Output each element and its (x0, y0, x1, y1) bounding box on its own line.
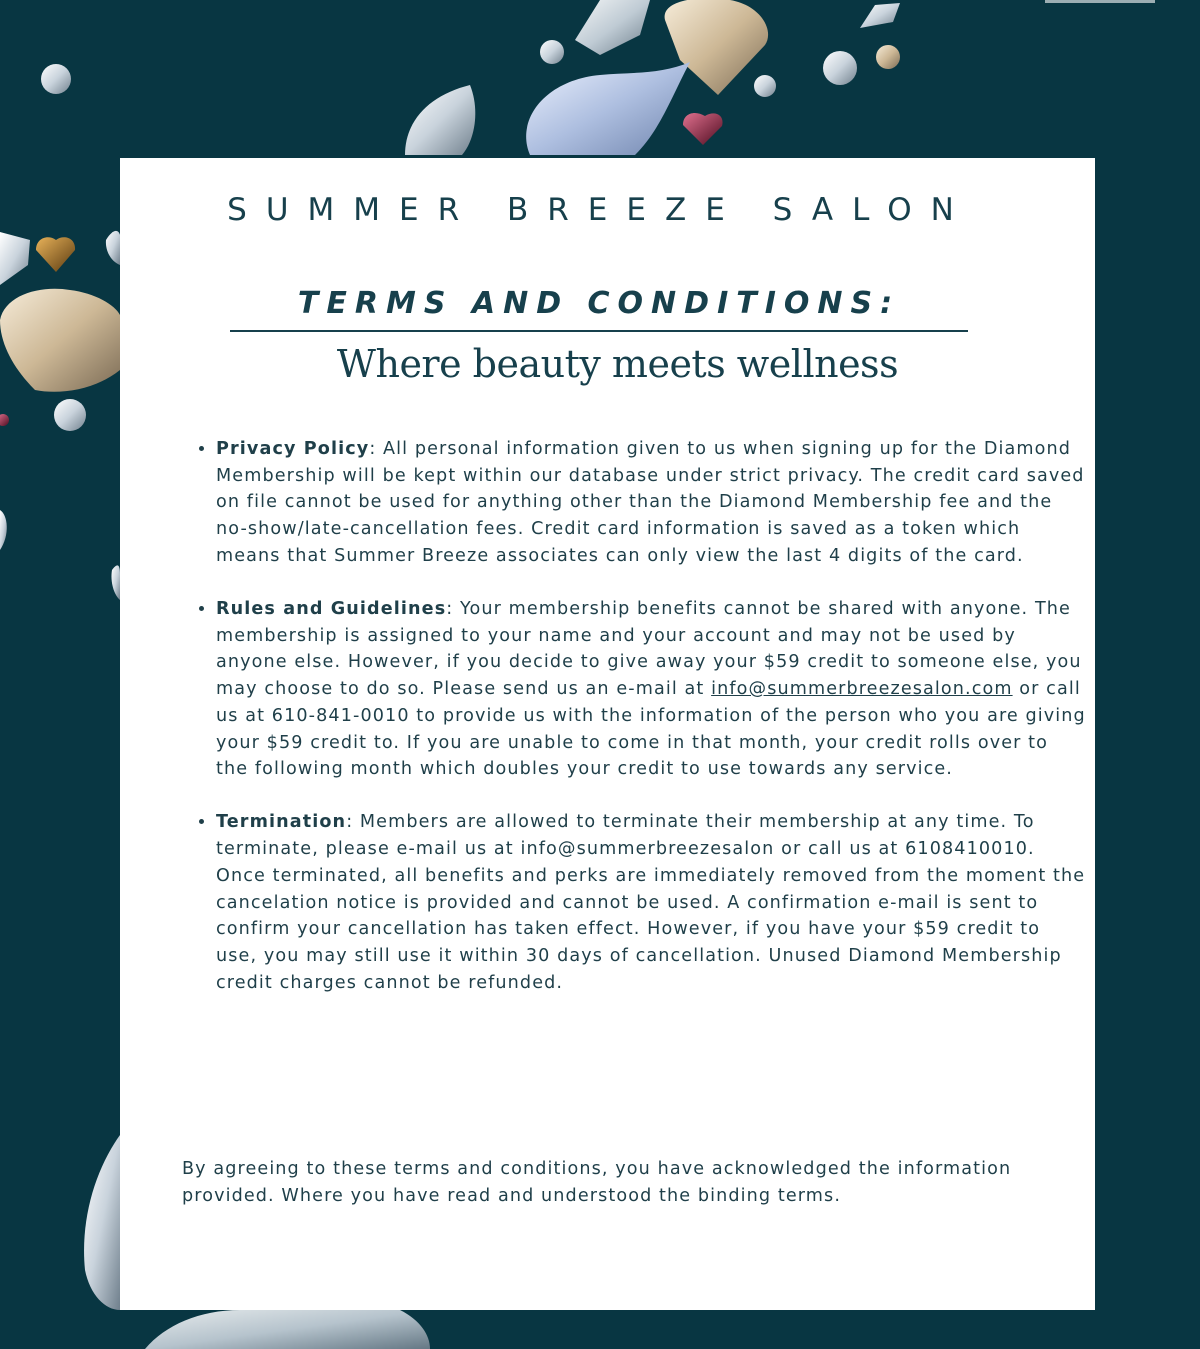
rules-guidelines-item (216, 596, 1086, 783)
rules-guidelines-text-after: or call us at 610-841-0010 to provide us with the information of the person who you are giving your $59 credit to. If you are unable to come in that month, your credit rolls over to the following month which doubles your credit to use towards any service. (216, 679, 1086, 780)
top-gem-cluster (405, 0, 900, 155)
termination-title: Termination (216, 812, 347, 833)
termination-text: : Members are allowed to terminate their membership at any time. To terminate, please e-mail us at info@summerbreezesalon or call us at 6108410010. Once terminated, all benefits and perks are immediately removed from the moment the cancelation notice is provided and cannot be used. A confirmation e-mail is sent to confirm your cancellation has taken effect. However, if you have your $59 credit to use, you may still use it within 30 days of cancellation. Unused Diamond Membership credit charges cannot be refunded. (216, 812, 1086, 993)
rules-guidelines-text-before: : Your membership benefits cannot be shared with anyone. The membership is assigned to your name and your account and may not be used by anyone else. However, if you decide to give away your $59 credit to someone else, you may choose to do so. Please send us an e-mail at (216, 599, 1082, 700)
salon-name: SUMMER BREEZE SALON (227, 192, 973, 228)
tagline: Where beauty meets wellness (336, 342, 899, 386)
privacy-policy-text: : All personal information given to us when signing up for the Diamond Membership will be kept within our database under strict privacy. The credit card saved on file cannot be used for anything other than the Diamond Membership fee and the no-show/late-cancellation fees. Credit card information is saved as a token which means that Summer Breeze associates can only view the last 4 digits of the card. (216, 439, 1085, 566)
closing-statement: By agreeing to these terms and conditions, you have acknowledged the information provided. Where you have read and understood the binding terms. (182, 1159, 1012, 1206)
privacy-policy-item (216, 436, 1086, 570)
terms-list (180, 436, 1086, 1023)
privacy-policy-title: Privacy Policy (216, 439, 370, 459)
title-underline (230, 330, 968, 332)
termination-item (216, 809, 1086, 996)
left-gem-cluster (0, 64, 120, 600)
terms-title: TERMS AND CONDITIONS: (297, 286, 901, 321)
rules-guidelines-title: Rules and Guidelines (216, 599, 447, 620)
email-link[interactable]: info@summerbreezesalon.com (711, 679, 1013, 700)
